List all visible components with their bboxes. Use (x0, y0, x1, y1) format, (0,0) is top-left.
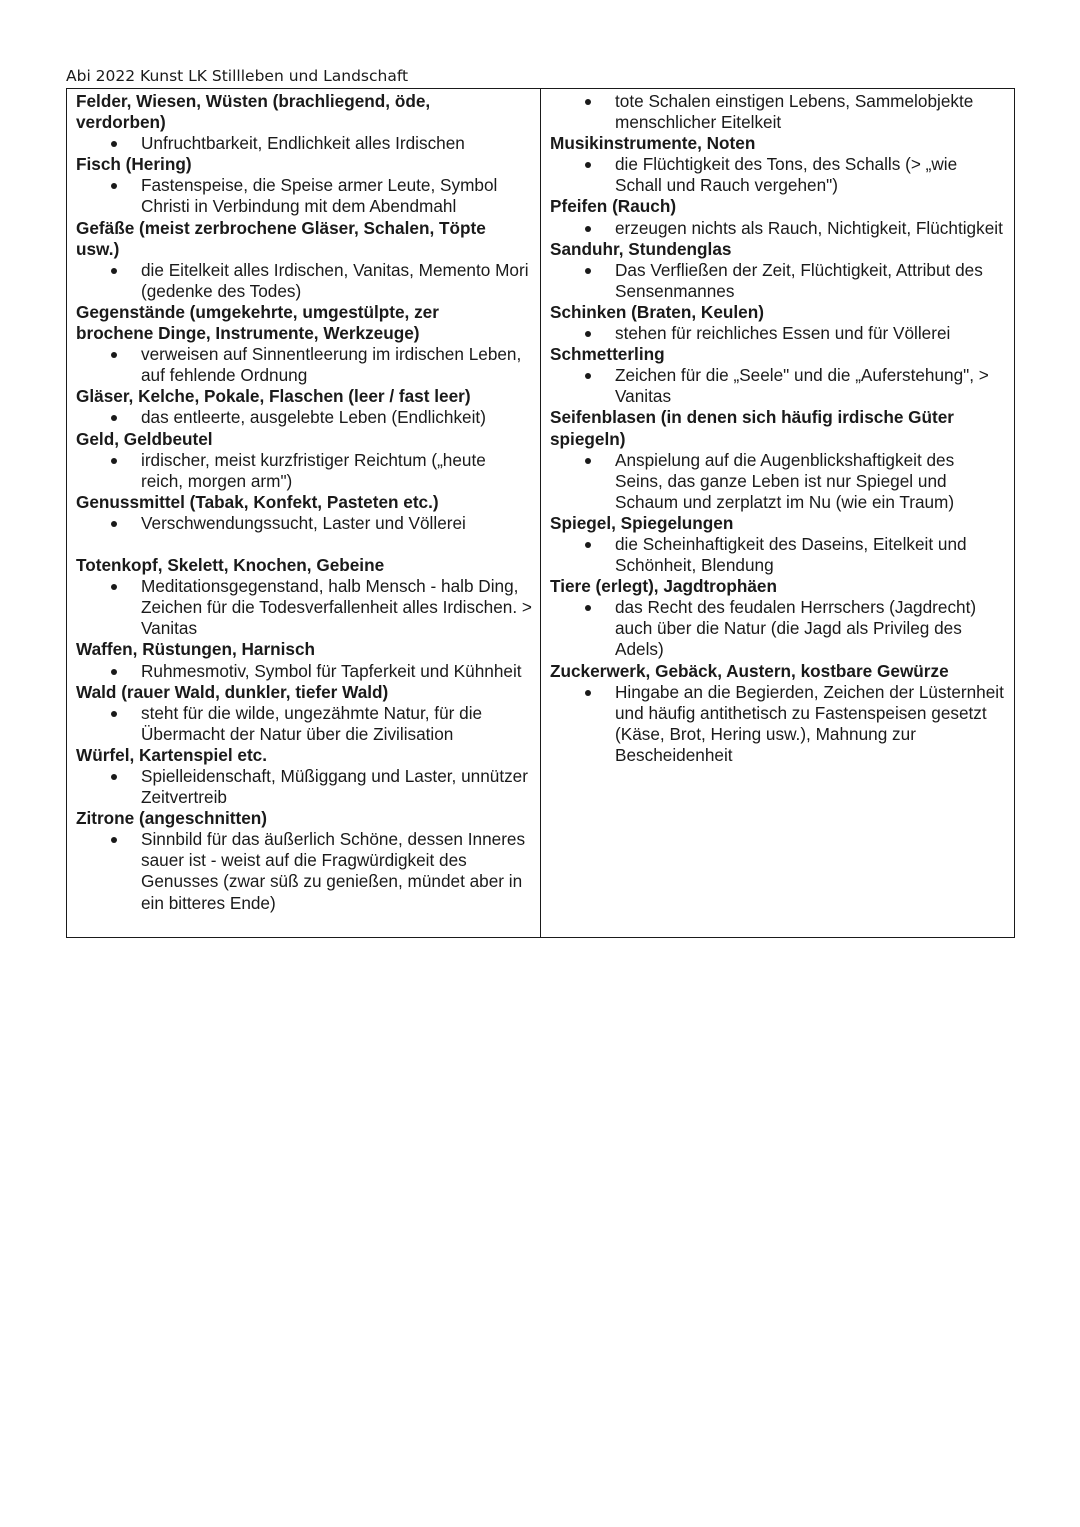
entry-term: Pfeifen (Rauch) (550, 196, 677, 217)
entry-term: Seifenblasen (in denen sich häufig irdische Güter spiegeln) (550, 407, 954, 449)
entry-term: Gefäße (meist zerbrochene Gläser, Schalen, Töpte usw.) (76, 217, 486, 259)
entry-term: Zuckerwerk, Gebäck, Austern, kostbare Gewürze (550, 660, 949, 681)
entry-term: Sanduhr, Stundenglas (550, 238, 732, 259)
entry-term: Würfel, Kartenspiel etc. (76, 744, 268, 765)
entry-meaning: Zeichen für die „Seele" und die „Auferstehung", > Vanitas (550, 365, 1006, 407)
entry-meaning: verweisen auf Sinnentleerung im irdischen Leben, auf fehlende Ordnung (76, 344, 532, 386)
entry-meaning: Fastenspeise, die Speise armer Leute, Symbol Christi in Verbindung mit dem Abendmahl (76, 175, 532, 217)
entry-meaning: die Scheinhaftigkeit des Daseins, Eitelkeit und Schönheit, Blendung (550, 534, 1006, 576)
right-column (541, 89, 1014, 937)
entry-meaning: Unfruchtbarkeit, Endlichkeit alles Irdischen (76, 133, 532, 154)
entry-meaning: Ruhmesmotiv, Symbol für Tapferkeit und Kühnheit (76, 661, 532, 682)
entry-term: Gegenstände (umgekehrte, umgestülpte, zer brochene Dinge, Instrumente, Werkzeuge) (76, 301, 439, 344)
entry-meaning: die Flüchtigkeit des Tons, des Schalls (> „wie Schall und Rauch vergehen") (550, 154, 1006, 196)
entry-meaning: irdischer, meist kurzfristiger Reichtum („heute reich, morgen arm") (76, 450, 532, 492)
entry-term: Genussmittel (Tabak, Konfekt, Pasteten etc.) (76, 491, 439, 512)
entry-term: Schinken (Braten, Keulen) (550, 301, 764, 322)
entry-term: Tiere (erlegt), Jagdtrophäen (550, 576, 777, 597)
entry-term: Spiegel, Spiegelungen (550, 512, 734, 533)
entry-meaning: Spielleidenschaft, Müßiggang und Laster, unnützer Zeitvertreib (76, 766, 532, 808)
entry-term: Gläser, Kelche, Pokale, Flaschen (leer / fast leer) (76, 386, 471, 407)
entry-term: Geld, Geldbeutel (76, 428, 213, 449)
entry-term: Zitrone (angeschnitten) (76, 808, 267, 829)
symbol-table (66, 88, 1015, 938)
entry-meaning-continued: tote Schalen einstigen Lebens, Sammelobjekte menschlicher Eitelkeit (550, 91, 1006, 133)
page-header: Abi 2022 Kunst LK Stillleben und Landschaft (66, 67, 409, 85)
blank-line (76, 534, 532, 555)
entry-term: Musikinstrumente, Noten (550, 133, 756, 154)
entry-term: Wald (rauer Wald, dunkler, tiefer Wald) (76, 681, 389, 702)
entry-meaning: stehen für reichliches Essen und für Völlerei (550, 323, 1006, 344)
entry-meaning: Hingabe an die Begierden, Zeichen der Lüsternheit und häufig antithetisch zu Fastenspeisen gesetzt (Käse, Brot, Hering usw.), Mahnung zur Bescheidenheit (550, 682, 1006, 766)
entry-meaning: steht für die wilde, ungezähmte Natur, für die Übermacht der Natur über die Zivilisation (76, 703, 532, 745)
entry-meaning: das entleerte, ausgelebte Leben (Endlichkeit) (76, 407, 532, 428)
entry-meaning: Anspielung auf die Augenblickshaftigkeit des Seins, das ganze Leben ist nur Spiegel und Schaum und zerplatzt im Nu (wie ein Traum) (550, 450, 1006, 513)
entry-meaning: Sinnbild für das äußerlich Schöne, dessen Inneres sauer ist - weist auf die Fragwürdigkeit des Genusses (zwar süß zu genießen, mündet aber in ein bitteres Ende) (76, 829, 532, 913)
entry-meaning: Verschwendungssucht, Laster und Völlerei (76, 513, 532, 534)
entry-term: Schmetterling (550, 344, 665, 365)
entry-term: Totenkopf, Skelett, Knochen, Gebeine (76, 555, 385, 576)
entry-meaning: Das Verfließen der Zeit, Flüchtigkeit, Attribut des Sensenmannes (550, 260, 1006, 302)
entry-meaning: die Eitelkeit alles Irdischen, Vanitas, Memento Mori (gedenke des Todes) (76, 260, 532, 302)
entry-meaning: das Recht des feudalen Herrschers (Jagdrecht) auch über die Natur (die Jagd als Privileg des Adels) (550, 597, 1006, 660)
entry-meaning: erzeugen nichts als Rauch, Nichtigkeit, Flüchtigkeit (550, 218, 1006, 239)
left-column (67, 89, 541, 937)
entry-meaning: Meditationsgegenstand, halb Mensch - halb Ding, Zeichen für die Todesverfallenheit alles Irdischen. > Vanitas (76, 576, 532, 639)
entry-term: Felder, Wiesen, Wüsten (brachliegend, öde, verdorben) (76, 91, 431, 133)
entry-term: Fisch (Hering) (76, 154, 192, 175)
entry-term: Waffen, Rüstungen, Harnisch (76, 639, 316, 660)
